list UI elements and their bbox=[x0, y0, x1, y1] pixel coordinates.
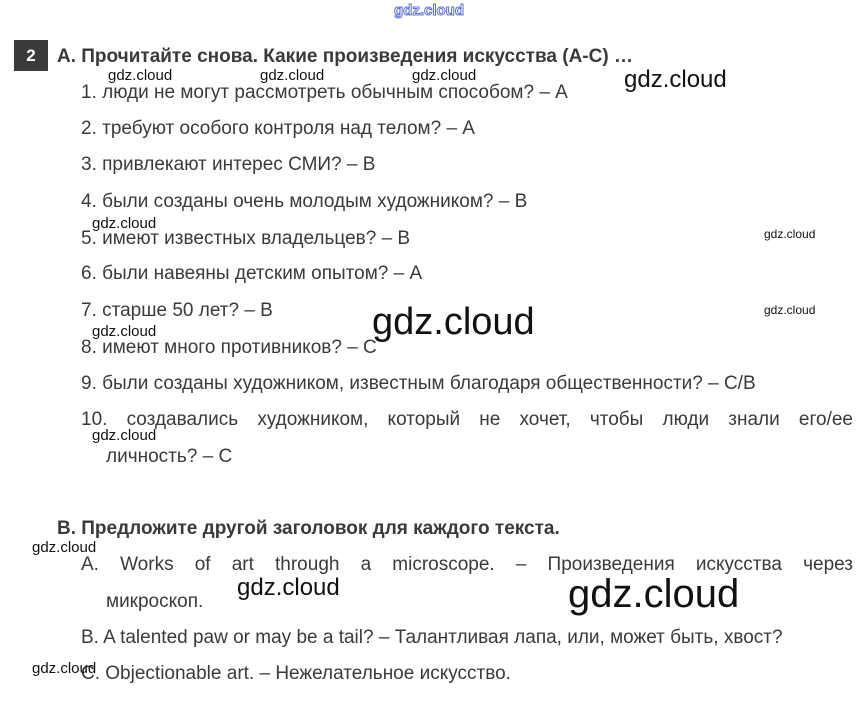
watermark: gdz.cloud bbox=[92, 215, 157, 232]
list-item: 7. старше 50 лет? – B bbox=[81, 300, 273, 321]
list-item: 8. имеют много противников? – C bbox=[81, 337, 377, 358]
list-item-continuation: личность? – C bbox=[106, 446, 233, 467]
part-a-heading: A. Прочитайте снова. Какие произведения искусства (A-C) … bbox=[57, 46, 633, 67]
watermark-top: gdz.cloud bbox=[394, 2, 464, 19]
answer-item-continuation: микроскоп. bbox=[106, 591, 204, 612]
answer-item: B. A talented paw or may be a tail? – Талантливая лапа, или, может быть, хвост? bbox=[81, 627, 783, 648]
part-b-heading: B. Предложите другой заголовок для каждого текста. bbox=[57, 518, 560, 539]
list-item: 10. создавались художником, который не хочет, чтобы люди знали его/ее bbox=[81, 409, 853, 430]
watermark: gdz.cloud bbox=[372, 301, 535, 343]
answer-item: A. Works of art through a microscope. – Произведения искусства через bbox=[81, 554, 853, 575]
list-item: 9. были созданы художником, известным благодаря общественности? – C/B bbox=[81, 373, 756, 394]
list-item: 1. люди не могут рассмотреть обычным способом? – A bbox=[81, 82, 568, 103]
watermark: gdz.cloud bbox=[260, 67, 325, 84]
watermark: gdz.cloud bbox=[92, 427, 157, 444]
list-item: 2. требуют особого контроля над телом? – A bbox=[81, 118, 475, 139]
answer-item: C. Objectionable art. – Нежелательное искусство. bbox=[81, 663, 511, 684]
exercise-number-badge: 2 bbox=[14, 40, 48, 71]
list-item: 6. были навеяны детским опытом? – A bbox=[81, 263, 423, 284]
watermark: gdz.cloud bbox=[108, 67, 173, 84]
list-item: 4. были созданы очень молодым художником? – B bbox=[81, 191, 528, 212]
list-item: 3. привлекают интерес СМИ? – B bbox=[81, 154, 376, 175]
watermark: gdz.cloud bbox=[764, 303, 816, 317]
list-item: 5. имеют известных владельцев? – B bbox=[81, 228, 411, 249]
watermark: gdz.cloud bbox=[237, 574, 340, 601]
watermark: gdz.cloud bbox=[568, 572, 740, 616]
watermark: gdz.cloud bbox=[412, 67, 477, 84]
watermark: gdz.cloud bbox=[764, 227, 816, 241]
watermark: gdz.cloud bbox=[624, 66, 727, 93]
watermark: gdz.cloud bbox=[92, 323, 157, 340]
watermark: gdz.cloud bbox=[32, 660, 97, 677]
watermark: gdz.cloud bbox=[32, 539, 97, 556]
